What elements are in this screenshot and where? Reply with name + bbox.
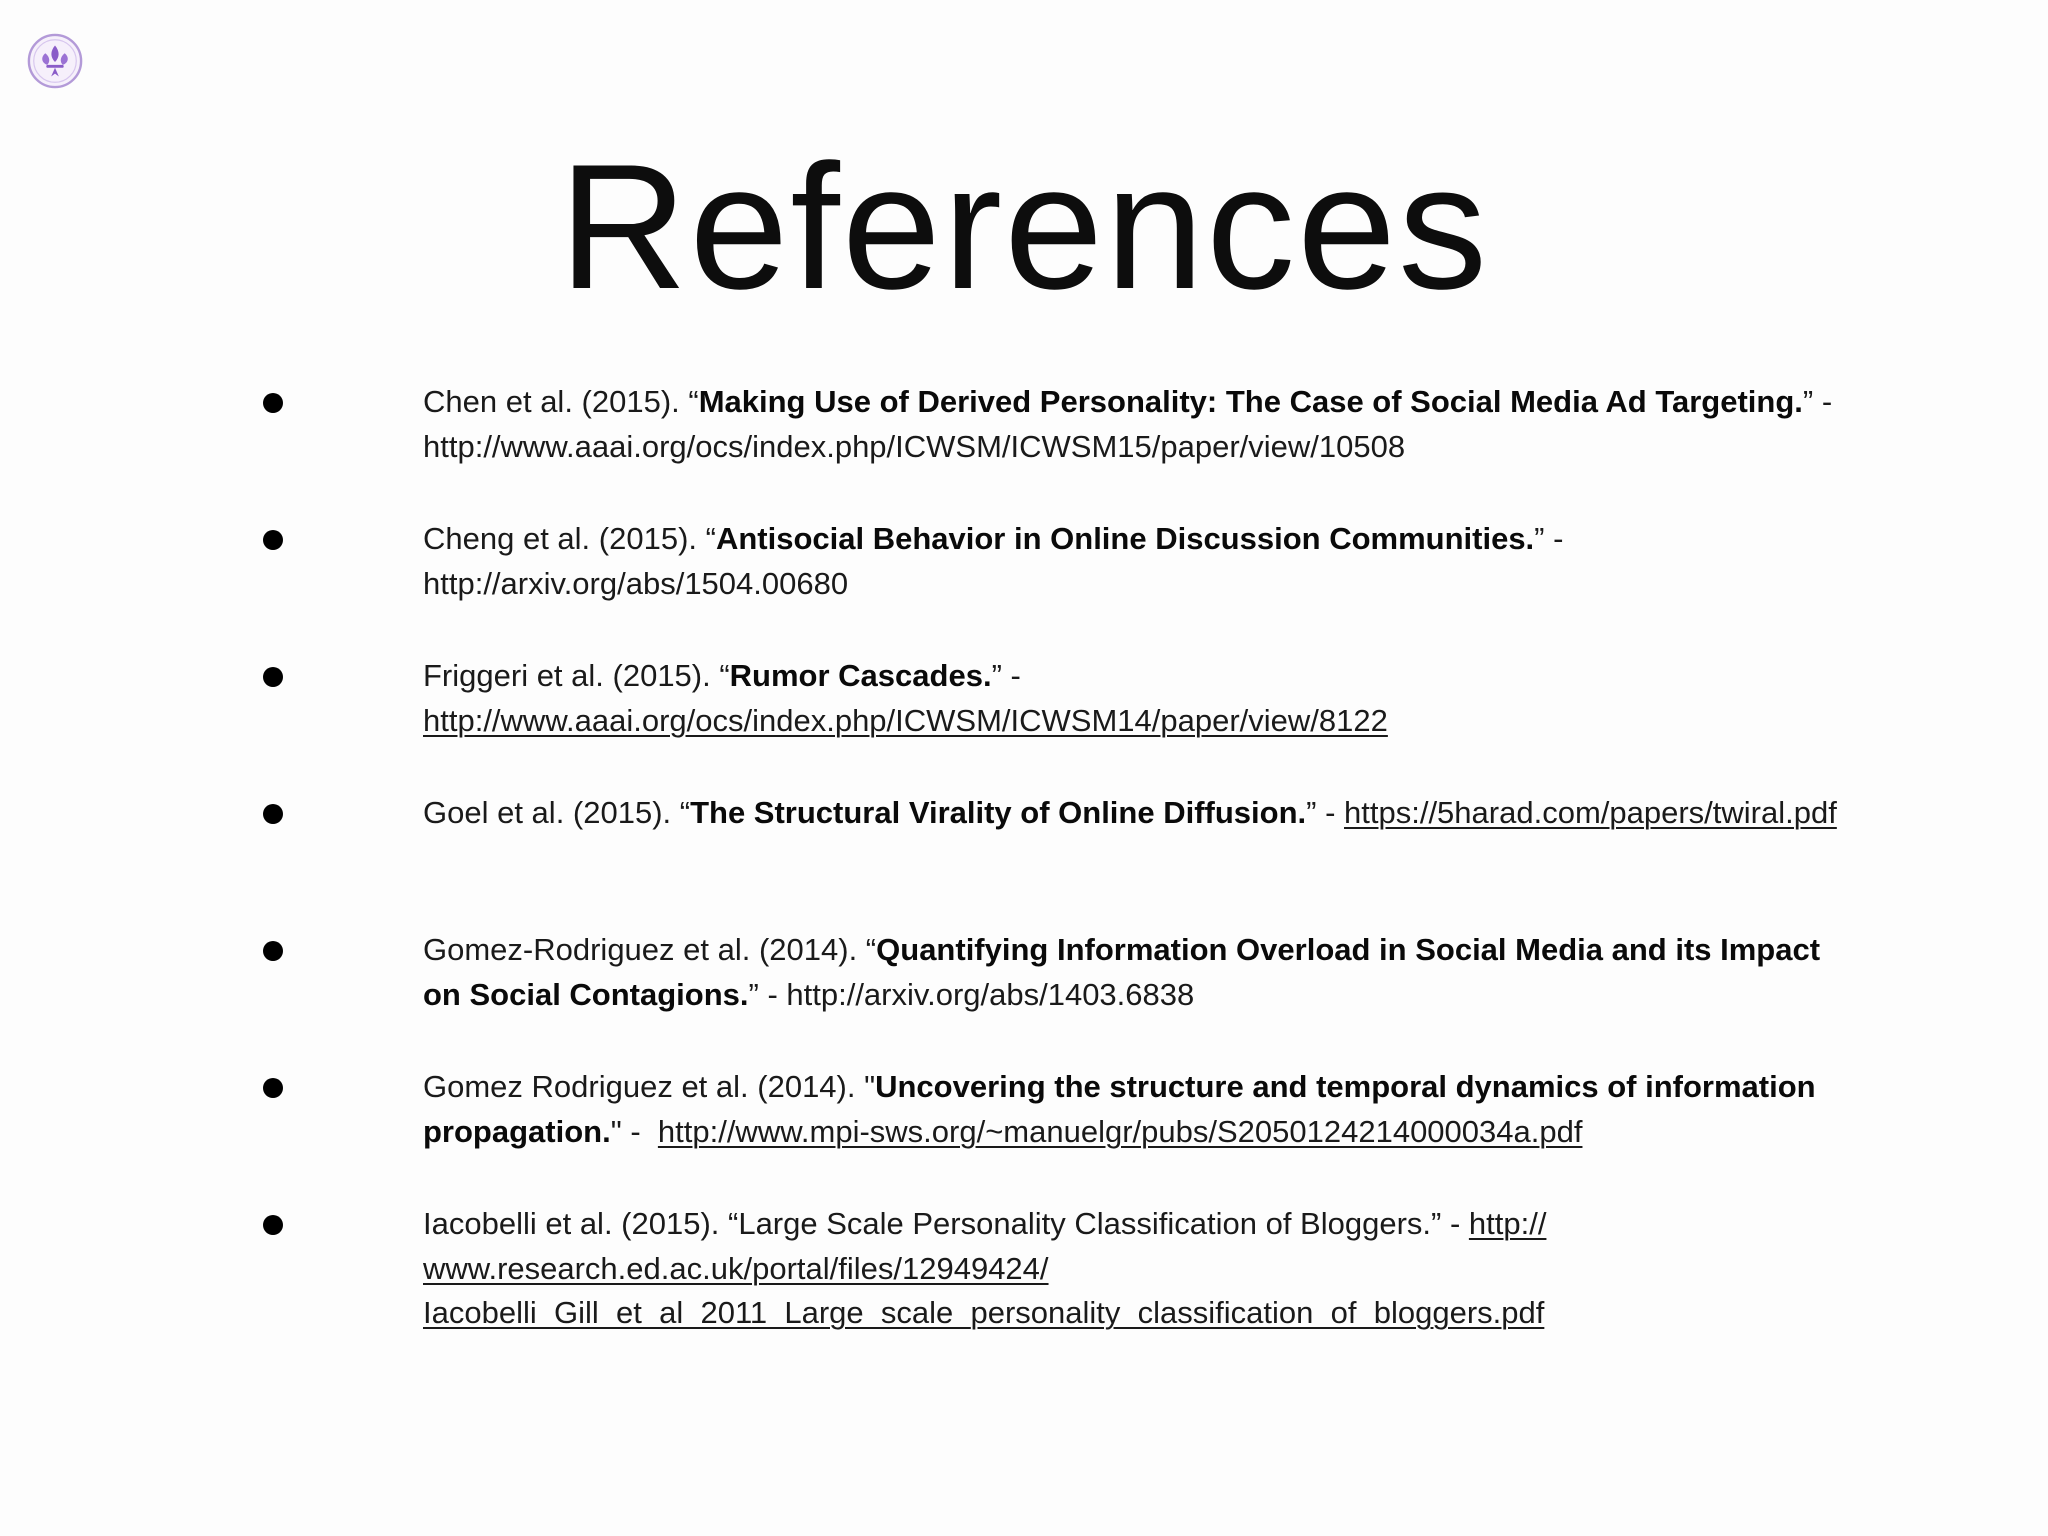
list-item (0, 1202, 2048, 1352)
reference-text (423, 791, 1863, 836)
reference-link[interactable]: http://www.aaai.org/ocs/index.php/ICWSM/ICWSM14/paper/view/8122 (423, 702, 1388, 738)
bullet-icon (263, 804, 283, 824)
list-item (0, 517, 2048, 654)
reference-title: Uncovering the structure and temporal dynamics of information propagation. (423, 1069, 1816, 1149)
reference-title: Rumor Cascades. (729, 658, 992, 693)
reference-text (423, 928, 1863, 1017)
list-item (0, 1065, 2048, 1202)
reference-author-title: Iacobelli et al. (2015). “Large Scale Personality Classification of Bloggers.” - (423, 1206, 1469, 1241)
bullet-icon (263, 667, 283, 687)
reference-author: Cheng et al. (2015). “ (423, 521, 716, 556)
list-item (0, 928, 2048, 1065)
reference-separator: " - (610, 1113, 658, 1149)
reference-author: Goel et al. (2015). “ (423, 795, 691, 830)
reference-link[interactable]: http://www.mpi-sws.org/~manuelgr/pubs/S2050124214000034a.pdf (657, 1113, 1583, 1149)
reference-link[interactable]: https://5harad.com/papers/twiral.pdf (1344, 795, 1837, 830)
reference-title: Quantifying Information Overload in Social Media and its Impact on Social Contagions. (423, 932, 1821, 1012)
reference-text (423, 1202, 1863, 1336)
list-item (0, 654, 2048, 791)
reference-text (423, 380, 1863, 469)
reference-link[interactable]: http://arxiv.org/abs/1504.00680 (423, 565, 849, 601)
reference-title: The Structural Virality of Online Diffusion. (690, 795, 1307, 830)
reference-title: Making Use of Derived Personality: The Case of Social Media Ad Targeting. (698, 384, 1803, 419)
reference-author: Chen et al. (2015). “ (423, 384, 699, 419)
reference-separator: ” - (991, 658, 1021, 693)
fleur-de-lis-seal-icon (26, 32, 84, 90)
reference-separator: ” - (1534, 521, 1564, 556)
bullet-icon (263, 1078, 283, 1098)
reference-author: Friggeri et al. (2015). “ (423, 658, 730, 693)
reference-separator: ” - (1306, 795, 1345, 830)
bullet-icon (263, 941, 283, 961)
reference-separator: ” - (748, 976, 787, 1012)
reference-separator: ” - (1802, 384, 1833, 419)
reference-author: Gomez-Rodriguez et al. (2014). “ (423, 932, 877, 967)
reference-author: Gomez Rodriguez et al. (2014). " (423, 1069, 876, 1104)
reference-link[interactable]: http://www.aaai.org/ocs/index.php/ICWSM/ICWSM15/paper/view/10508 (423, 428, 1406, 464)
reference-link[interactable]: http://arxiv.org/abs/1403.6838 (786, 976, 1195, 1012)
list-item (0, 791, 2048, 928)
page-title: References (558, 127, 1490, 326)
reference-title: Antisocial Behavior in Online Discussion Communities. (715, 521, 1535, 556)
reference-link-part-1[interactable]: http:// (1468, 1206, 1547, 1241)
bullet-icon (263, 1215, 283, 1235)
bullet-icon (263, 393, 283, 413)
reference-list (0, 380, 2048, 1352)
reference-text (423, 1065, 1863, 1154)
reference-text (423, 517, 1863, 606)
reference-link-part-3[interactable]: Iacobelli_Gill_et_al_2011_Large_scale_personality_classification_of_bloggers.pdf (423, 1295, 1545, 1330)
bullet-icon (263, 530, 283, 550)
reference-text (423, 654, 1863, 743)
reference-link-part-2[interactable]: www.research.ed.ac.uk/portal/files/12949424/ (423, 1250, 1049, 1286)
list-item (0, 380, 2048, 517)
